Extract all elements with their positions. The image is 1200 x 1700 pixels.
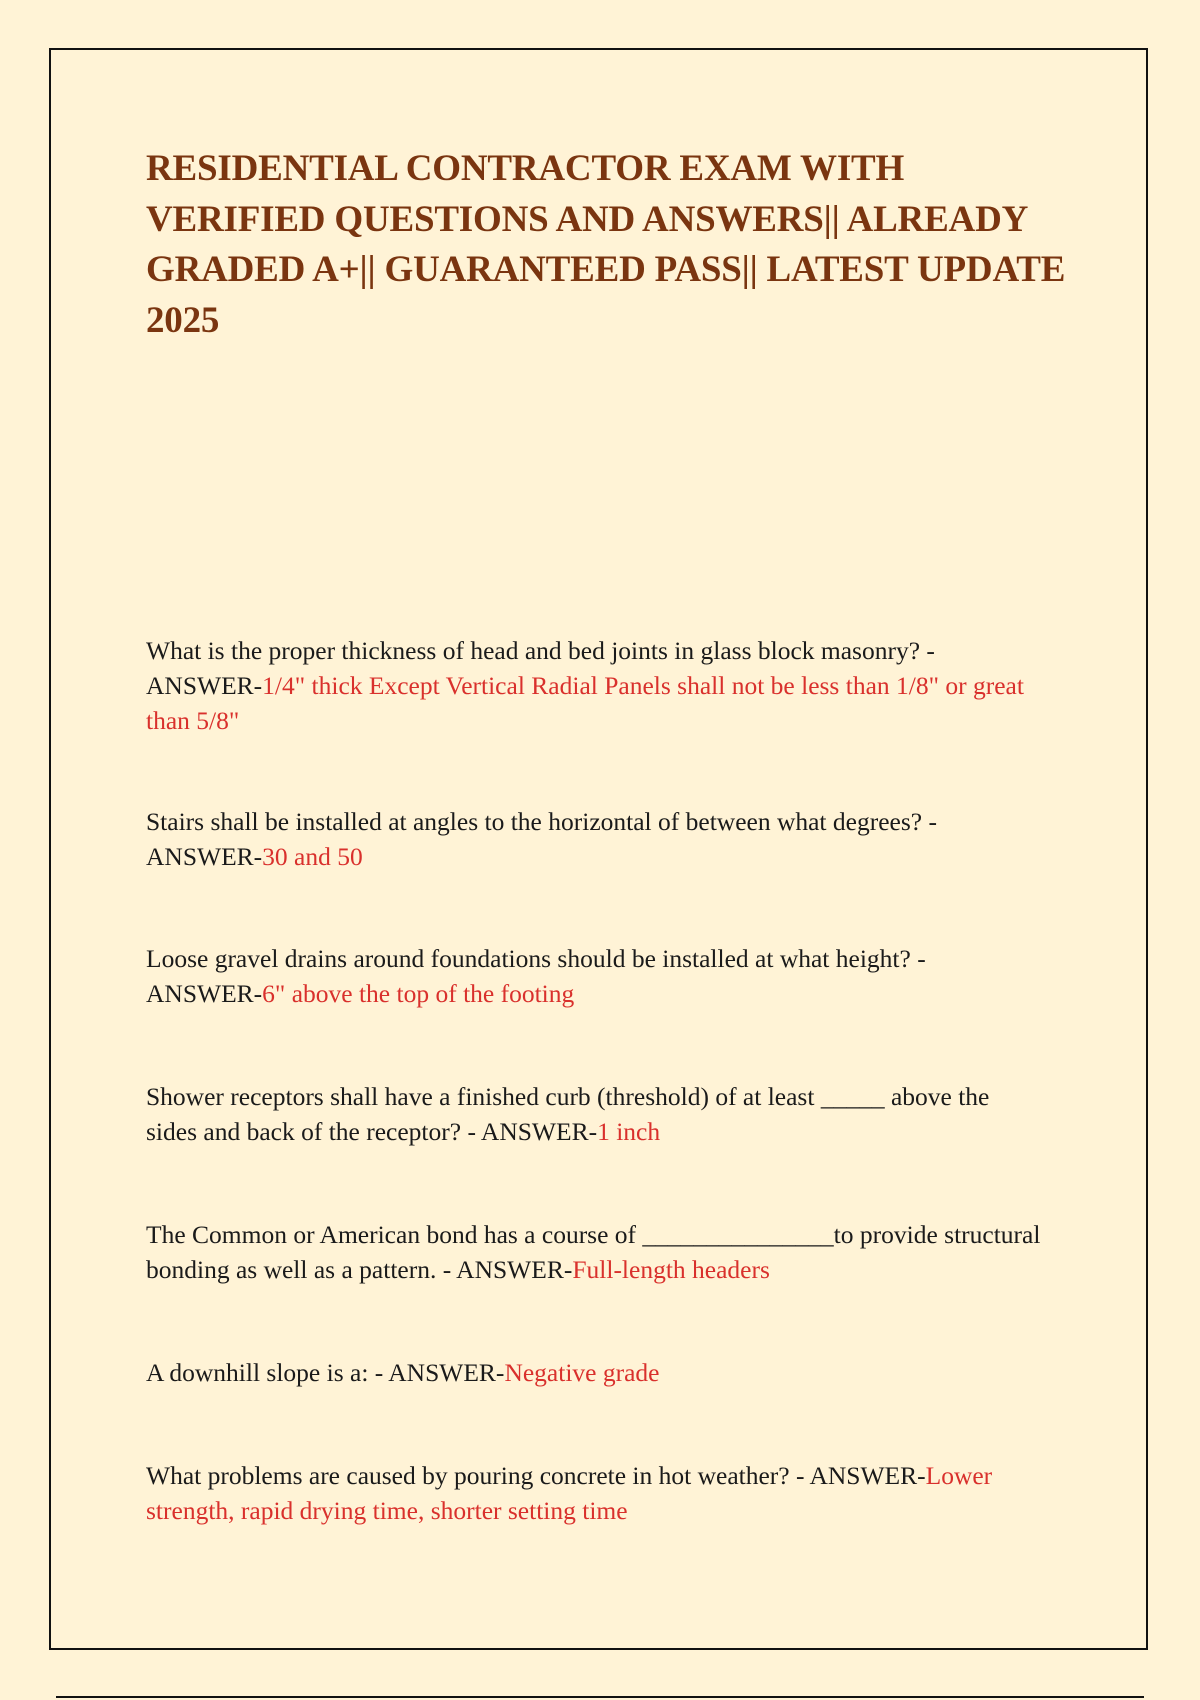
answer-prefix: ANSWER-	[146, 842, 263, 871]
question-text: The Common or American bond has a course of _______________to provide structural bonding as well as a pattern. -	[146, 1220, 1041, 1284]
answer-text: Lower strength, rapid drying time, shorter setting time	[146, 1461, 993, 1525]
question-text: Loose gravel drains around foundations should be installed at what height? -	[146, 944, 926, 973]
answer-prefix: ANSWER-	[480, 1117, 598, 1146]
qa-item-shower-receptors	[146, 1079, 1046, 1149]
answer-text: 1 inch	[597, 1117, 661, 1146]
next-page-border-edge	[56, 1696, 1144, 1698]
answer-prefix: ANSWER-	[146, 979, 263, 1008]
answer-prefix: ANSWER-	[388, 1358, 505, 1387]
qa-item-glass-block	[146, 633, 1046, 738]
qa-item-american-bond	[146, 1217, 1046, 1287]
question-text: What is the proper thickness of head and bed joints in glass block masonry? -	[146, 636, 935, 665]
answer-prefix: ANSWER-	[456, 1255, 573, 1284]
answer-prefix: ANSWER-	[809, 1461, 926, 1490]
answer-prefix: ANSWER-	[146, 671, 263, 700]
qa-item-stairs	[146, 804, 1046, 874]
qa-item-hot-weather-concrete	[146, 1458, 1046, 1528]
answer-text: 1/4" thick Except Vertical Radial Panels shall not be less than 1/8" or great than 5/8"	[146, 671, 1024, 735]
answer-text: Full-length headers	[572, 1255, 770, 1284]
question-text: A downhill slope is a: -	[146, 1358, 384, 1387]
qa-item-gravel-drains	[146, 941, 1046, 1011]
answer-text: Negative grade	[504, 1358, 660, 1387]
answer-text: 6" above the top of the footing	[262, 979, 575, 1008]
answer-text: 30 and 50	[262, 842, 363, 871]
qa-item-downhill-slope	[146, 1355, 1046, 1390]
question-text: Shower receptors shall have a finished curb (threshold) of at least _____ above the sides and back of the receptor? -	[146, 1082, 990, 1146]
question-text: What problems are caused by pouring concrete in hot weather? -	[146, 1461, 805, 1490]
document-title: RESIDENTIAL CONTRACTOR EXAM WITH VERIFIED QUESTIONS AND ANSWERS|| ALREADY GRADED A+|| GUARANTEED PASS|| LATEST UPDATE 2025	[146, 148, 1066, 341]
question-text: Stairs shall be installed at angles to the horizontal of between what degrees? -	[146, 807, 937, 836]
